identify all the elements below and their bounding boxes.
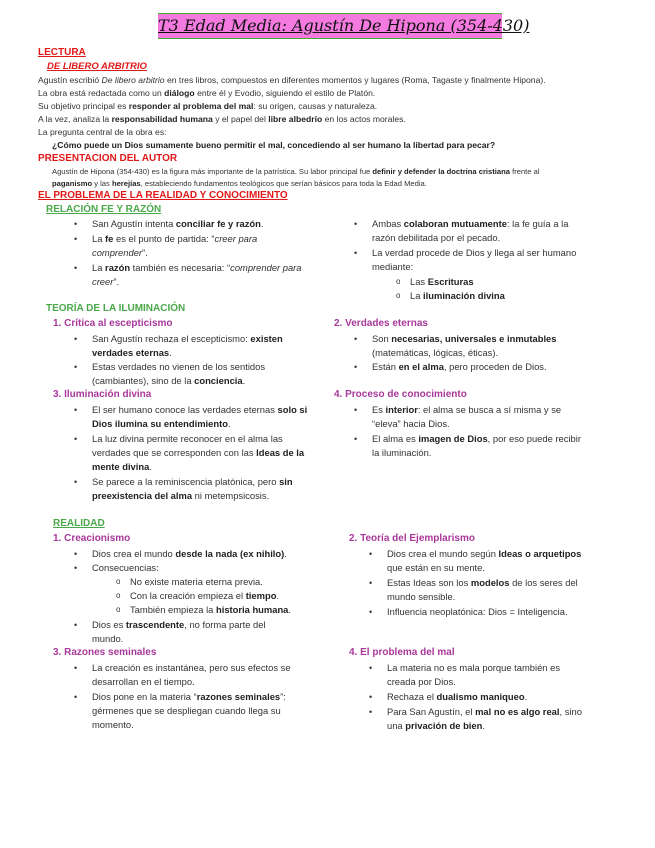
bullet-icon: • xyxy=(74,692,78,702)
list-item: • Es interior: el alma se busca a sí misma y se xyxy=(372,403,561,418)
list-item-continued: (matemáticas, lógicas, éticas). xyxy=(372,347,499,358)
sublist-item: o No existe materia eterna previa. xyxy=(130,575,263,590)
iluminacion-s2-heading: 2. Verdades eternas xyxy=(334,318,428,329)
bullet-icon: • xyxy=(74,234,78,244)
bullet-icon: • xyxy=(369,707,373,717)
list-item-continued: verdades que se corresponden con las Ideas de la xyxy=(92,447,305,458)
bullet-icon: • xyxy=(354,405,358,415)
list-item: • San Agustín rechaza el escepticismo: existen xyxy=(92,332,283,347)
problema-heading: EL PROBLEMA DE LA REALIDAD Y CONOCIMIENTO xyxy=(38,190,288,201)
realidad-s4-heading: 4. El problema del mal xyxy=(349,647,455,658)
bullet-icon: • xyxy=(354,334,358,344)
list-item: • Son necesarias, universales e inmutables xyxy=(372,332,557,347)
list-item-continued: desarrollan en el tiempo. xyxy=(92,676,195,687)
bullet-icon: • xyxy=(354,219,358,229)
lectura-line-3: Su objetivo principal es responder al problema del mal: su origen, causas y naturaleza. xyxy=(38,101,378,111)
fe-razon-heading: RELACIÓN FE Y RAZÓN xyxy=(46,204,162,215)
list-item-continued: momento. xyxy=(92,719,134,730)
list-item: • El ser humano conoce las verdades eternas solo si xyxy=(92,403,307,418)
list-item-continued: mundo sensible. xyxy=(387,591,456,602)
list-item-continued: Dios ilumina su entendimiento. xyxy=(92,418,231,429)
list-item-continued: mente divina. xyxy=(92,461,152,472)
list-item: • El alma es imagen de Dios, por eso puede recibir xyxy=(372,432,581,447)
list-item: • Consecuencias: xyxy=(92,561,159,576)
list-item-continued: creada por Dios. xyxy=(387,676,456,687)
bullet-icon: • xyxy=(354,248,358,258)
list-item-continued: preexistencia del alma ni metempsicosis. xyxy=(92,490,270,501)
list-item: • Dios pone en la materia “razones seminales”: xyxy=(92,690,286,705)
bullet-icon: • xyxy=(369,607,373,617)
list-item-continued: razón debilitada por el pecado. xyxy=(372,232,501,243)
list-item: • Estas Ideas son los modelos de los seres del xyxy=(387,576,578,591)
realidad-heading: REALIDAD xyxy=(53,518,105,529)
bullet-icon: • xyxy=(74,362,78,372)
list-item: • Estas verdades no vienen de los sentidos xyxy=(92,360,265,375)
list-item: • Influencia neoplatónica: Dios = Inteligencia. xyxy=(387,605,568,620)
list-item-continued: comprender”. xyxy=(92,247,148,258)
list-item: • Dios crea el mundo según Ideas o arquetipos xyxy=(387,547,581,562)
list-item: • La verdad procede de Dios y llega al ser humano xyxy=(372,246,576,261)
autor-heading: PRESENTACION DEL AUTOR xyxy=(38,153,178,164)
bullet-icon: • xyxy=(354,362,358,372)
list-item: • Dios es trascendente, no forma parte del xyxy=(92,618,266,633)
circle-bullet-icon: o xyxy=(396,291,401,300)
list-item: • La razón también es necesaria: “comprender para xyxy=(92,261,302,276)
lectura-heading: LECTURA xyxy=(38,47,86,58)
realidad-s1-heading: 1. Creacionismo xyxy=(53,533,131,544)
list-item-continued: la iluminación. xyxy=(372,447,432,458)
list-item-continued: creer”. xyxy=(92,276,120,287)
list-item: • La materia no es mala porque también es xyxy=(387,661,560,676)
circle-bullet-icon: o xyxy=(116,605,121,614)
lectura-line-5: La pregunta central de la obra es: xyxy=(38,127,167,137)
bullet-icon: • xyxy=(369,663,373,673)
list-item: • La creación es instantánea, pero sus efectos se xyxy=(92,661,291,676)
lectura-subheading: DE LIBERO ARBITRIO xyxy=(47,61,147,72)
list-item: • San Agustín intenta conciliar fe y razón. xyxy=(92,217,263,232)
list-item-continued: una privación de bien. xyxy=(387,720,485,731)
bullet-icon: • xyxy=(354,434,358,444)
bullet-icon: • xyxy=(74,219,78,229)
sublist-item: o Las Escrituras xyxy=(410,275,474,290)
list-item: • Para San Agustín, el mal no es algo real, sino xyxy=(387,705,582,720)
bullet-icon: • xyxy=(74,434,78,444)
sublist-item: o La iluminación divina xyxy=(410,289,505,304)
bullet-icon: • xyxy=(369,549,373,559)
iluminacion-s4-heading: 4. Proceso de conocimiento xyxy=(334,389,467,400)
bullet-icon: • xyxy=(74,334,78,344)
bullet-icon: • xyxy=(74,663,78,673)
list-item-continued: gérmenes que se despliegan cuando llega su xyxy=(92,705,281,716)
lectura-line-1: Agustín escribió De libero arbitrio en tres libros, compuestos en diferentes momentos y lugares (Roma, Tagaste y finalmente Hipona). xyxy=(38,75,546,85)
list-item-continued: mediante: xyxy=(372,261,414,272)
list-item: • Rechaza el dualismo maniqueo. xyxy=(387,690,527,705)
autor-line-2: paganismo y las herejías, estableciendo fundamentos teológicos que serían básicos para toda la Edad Media. xyxy=(52,179,427,188)
bullet-icon: • xyxy=(74,263,78,273)
list-item-continued: que están en su mente. xyxy=(387,562,485,573)
list-item: • Se parece a la reminiscencia platónica, pero sin xyxy=(92,475,293,490)
bullet-icon: • xyxy=(369,692,373,702)
bullet-icon: • xyxy=(74,620,78,630)
list-item-continued: mundo. xyxy=(92,633,124,644)
bullet-icon: • xyxy=(74,477,78,487)
realidad-s3-heading: 3. Razones seminales xyxy=(53,647,157,658)
lectura-question: ¿Cómo puede un Dios sumamente bueno permitir el mal, concediendo al ser humano la libertad para pecar? xyxy=(52,140,496,150)
circle-bullet-icon: o xyxy=(116,591,121,600)
lectura-line-2: La obra está redactada como un diálogo entre él y Evodio, siguiendo el estilo de Platón. xyxy=(38,88,376,98)
bullet-icon: • xyxy=(369,578,373,588)
bullet-icon: • xyxy=(74,549,78,559)
autor-line-1: Agustín de Hipona (354-430) es la figura más importante de la patrística. Su labor principal fue definir y defender la doctrina cristiana frente al xyxy=(52,167,540,176)
list-item-continued: verdades eternas. xyxy=(92,347,172,358)
list-item: • La fe es el punto de partida: “creer para xyxy=(92,232,257,247)
circle-bullet-icon: o xyxy=(396,277,401,286)
sublist-item: o También empieza la historia humana. xyxy=(130,603,291,618)
iluminacion-s1-heading: 1. Crítica al escepticismo xyxy=(53,318,173,329)
list-item-continued: (cambiantes), sino de la conciencia. xyxy=(92,375,246,386)
list-item: • Dios crea el mundo desde la nada (ex nihilo). xyxy=(92,547,287,562)
list-item: • Están en el alma, pero proceden de Dios. xyxy=(372,360,547,375)
list-item-continued: “eleva” hacia Dios. xyxy=(372,418,450,429)
list-item: • Ambas colaboran mutuamente: la fe guía a la xyxy=(372,217,568,232)
sublist-item: o Con la creación empieza el tiempo. xyxy=(130,589,279,604)
bullet-icon: • xyxy=(74,563,78,573)
lectura-line-4: A la vez, analiza la responsabilidad humana y el papel del libre albedrío en los actos morales. xyxy=(38,114,406,124)
list-item: • La luz divina permite reconocer en el alma las xyxy=(92,432,283,447)
iluminacion-heading: TEORÍA DE LA ILUMINACIÓN xyxy=(46,303,186,314)
circle-bullet-icon: o xyxy=(116,577,121,586)
iluminacion-s3-heading: 3. Iluminación divina xyxy=(53,389,152,400)
bullet-icon: • xyxy=(74,405,78,415)
page-title: T3 Edad Media: Agustín De Hipona (354-430) xyxy=(158,13,502,39)
realidad-s2-heading: 2. Teoría del Ejemplarismo xyxy=(349,533,475,544)
